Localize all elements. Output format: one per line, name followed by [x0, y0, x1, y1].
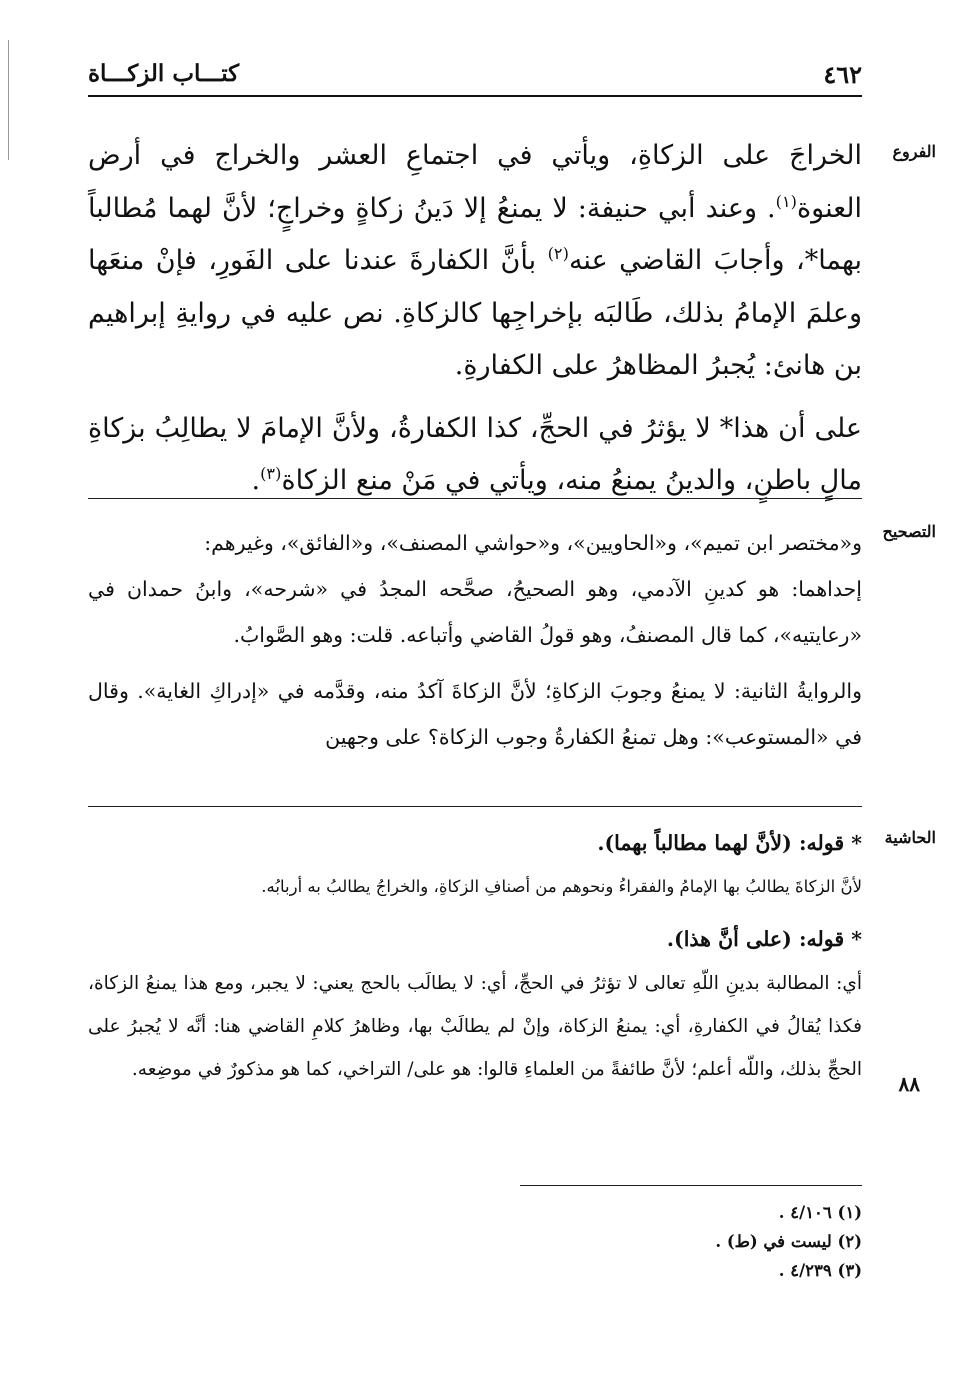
footnote-ref-1[interactable]: (١) [775, 191, 797, 211]
section-divider-2 [88, 806, 862, 807]
margin-label-hashiya: الحاشية [884, 828, 936, 847]
footnote-rule [520, 1185, 862, 1186]
footnote-ref-3[interactable]: (٣) [260, 464, 282, 483]
main-paragraph-1: الخراجَ على الزكاةِ، ويأتي في اجتماعِ العشر والخراج في أرض العنوة$^{(١)}$. وعند أبي حنيفة: لا يمنعُ إلا دَينُ زكاةٍ وخراجٍ؛ لأنَّ لهما مُطالباً بهما*، وأجابَ القاضي عنه$^{(٢)}$ بأنَّ الكفارةَ عندنا على الفَورِ، فإنْ منعَها وعلمَ الإمامُ بذلك، طَالبَه بإخراجِها كالزكاةِ. نص عليه في روايةِ إبراهيم بن هانئ: يُجبرُ المظاهرُ على الكفارةِ. [88, 140, 862, 381]
correction-text [88, 520, 862, 760]
manuscript-page-marker: ٨٨ [898, 1072, 920, 1096]
running-title: كتـــاب الزكـــاة [88, 60, 240, 87]
margin-label-furu: الفروع [892, 142, 936, 161]
footnotes [520, 1198, 862, 1285]
section-divider [88, 498, 862, 499]
footnote-1: (١) ٤/١٠٦ . [778, 1203, 862, 1222]
hashiya-text [88, 820, 862, 1091]
hashiya-body-1: لأنَّ الزكاةَ يطالبُ بها الإمامُ والفقراءُ ونحوهم من أصنافِ الزكاةِ، والخراجُ يطالبُ به أربابُه. [261, 877, 862, 896]
correction-paragraph-1: و«مختصر ابن تميم»، و«الحاويين»، و«حواشي المصنف»، و«الفائق»، وغيرهم: [204, 531, 862, 555]
header-rule [88, 95, 862, 97]
main-text [88, 130, 862, 508]
page-header [88, 58, 862, 92]
scan-edge-line [8, 40, 9, 160]
footnote-ref-2[interactable]: (٢) [547, 244, 569, 263]
hashiya-body-2: أي: المطالبة بدينِ اللّهِ تعالى لا تؤثرُ في الحجِّ، أي: لا يطالَب بالحج يعني: لا يجبر، ومع هذا يمنعُ الزكاة، فكذا يُقالُ في الكفارةِ، أي: يمنعُ الزكاة، وإنْ لم يطالَبْ بها، وظاهرُ كلامِ القاضي هنا: أنَّه لا يُجبرُ على الحجِّ بذلك، واللّه أعلم؛ لأنَّ طائفةً من العلماءِ قالوا: هو على/ التراخي، كما هو مذكورٌ في موضِعه. [88, 973, 862, 1080]
hashiya-heading-2: * قوله: (على أنَّ هذا). [666, 927, 862, 951]
correction-paragraph-2: إحداهما: هو كدينِ الآدمي، وهو الصحيحُ، صحَّحه المجدُ في «شرحه»، وابنُ حمدان في «رعايتيه»، كما قال المصنفُ، وهو قولُ القاضي وأتباعه. قلت: وهو الصَّوابُ. [88, 577, 862, 647]
margin-label-tashih: التصحيح [882, 522, 936, 541]
page-number: ٤٦٢ [823, 60, 862, 89]
main-paragraph-2: على أن هذا* لا يؤثرُ في الحجِّ، كذا الكفارةُ، ولأنَّ الإمامَ لا يطالِبُ بزكاةِ مالٍ باطنٍ، والدينُ يمنعُ منه، ويأتي في مَنْ منع الزكاة$^{(٣)}$. [88, 412, 862, 496]
footnote-3: (٣) ٤/٢٣٩ . [778, 1261, 862, 1280]
footnote-2: (٢) ليست في (ط) . [715, 1232, 862, 1251]
hashiya-heading-1: * قوله: (لأنَّ لهما مطالباً بهما). [597, 831, 862, 855]
correction-paragraph-3: والروايةُ الثانية: لا يمنعُ وجوبَ الزكاةِ؛ لأنَّ الزكاةَ آكدُ منه، وقدَّمه في «إدراكِ الغاية». وقال في «المستوعب»: وهل تمنعُ الكفارةُ وجوب الزكاة؟ على وجهين [88, 679, 862, 749]
